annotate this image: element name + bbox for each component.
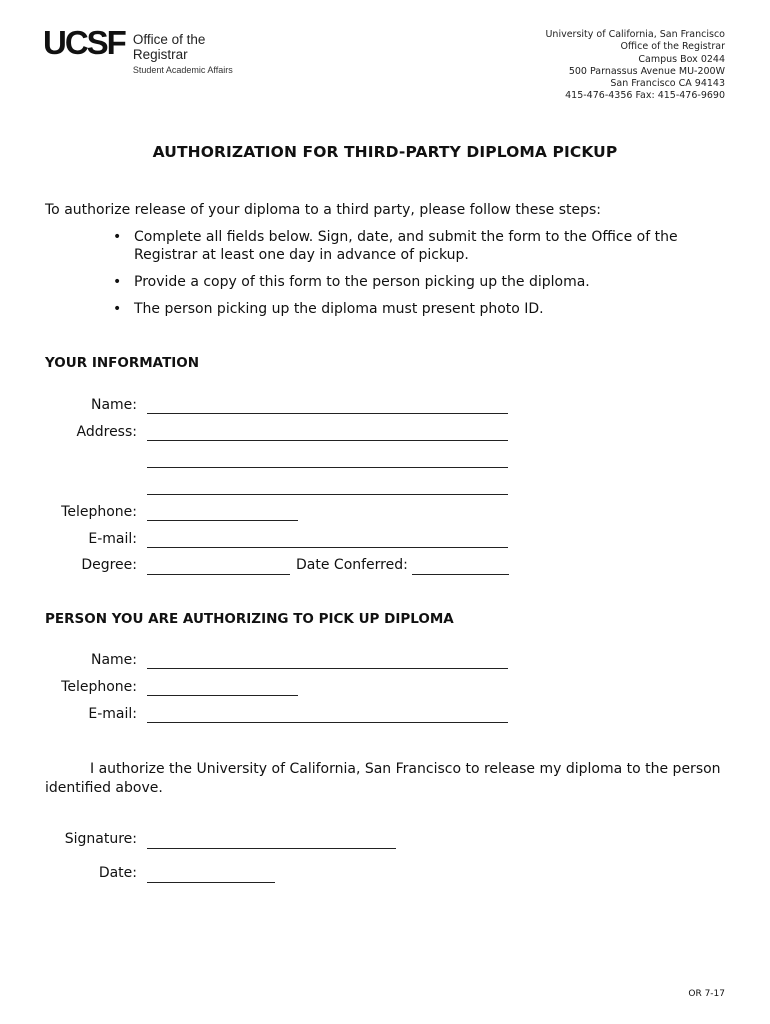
your-address-label: Address:: [76, 424, 137, 440]
your-email-field[interactable]: [147, 547, 508, 548]
date-conferred-label: Date Conferred:: [296, 557, 408, 573]
form-code: OR 7-17: [688, 989, 725, 999]
authorized-name-field[interactable]: [147, 668, 508, 669]
address-line: University of California, San Francisco: [545, 29, 725, 40]
authorized-name-label: Name:: [90, 652, 137, 668]
logo-department: Student Academic Affairs: [132, 65, 233, 75]
your-name-field[interactable]: [147, 413, 508, 414]
logo-mark: UCSF: [43, 24, 125, 61]
authorization-statement: I authorize the University of California, San Francisco to release my diploma to the person identified above.: [45, 761, 721, 796]
authorized-telephone-label: Telephone:: [61, 679, 137, 695]
authorized-person-heading: PERSON YOU ARE AUTHORIZING TO PICK UP DIPLOMA: [45, 611, 454, 627]
your-name-label: Name:: [90, 397, 137, 413]
your-address-field-line-1[interactable]: [147, 440, 508, 441]
date-conferred-field[interactable]: [412, 574, 509, 575]
address-line: Office of the Registrar: [620, 41, 725, 53]
form-title: AUTHORIZATION FOR THIRD-PARTY DIPLOMA PICKUP: [152, 143, 618, 161]
signature-label: Signature:: [64, 831, 137, 847]
address-block: [545, 29, 725, 103]
your-information-heading: YOUR INFORMATION: [45, 355, 200, 371]
degree-field[interactable]: [147, 574, 290, 575]
logo-office-line-1: Office of the: [132, 32, 206, 47]
authorized-telephone-field[interactable]: [147, 695, 298, 696]
your-address-field-line-3[interactable]: [147, 494, 508, 495]
authorized-email-field[interactable]: [147, 722, 508, 723]
logo-text: [133, 26, 233, 76]
address-line: Campus Box 0244: [638, 53, 725, 65]
signature-field[interactable]: [147, 848, 396, 849]
your-email-label: E-mail:: [88, 531, 137, 547]
intro-text: To authorize release of your diploma to a third party, please follow these steps:: [45, 202, 602, 218]
your-telephone-field[interactable]: [147, 520, 298, 521]
step-item: • Provide a copy of this form to the person picking up the diploma.: [110, 273, 710, 291]
authorized-email-label: E-mail:: [88, 706, 137, 722]
address-line: San Francisco CA 94143: [610, 78, 725, 90]
your-address-field-line-2[interactable]: [147, 467, 508, 468]
address-line: 500 Parnassus Avenue MU-200W: [568, 65, 725, 77]
steps-list: [110, 228, 710, 327]
step-item: • Complete all fields below. Sign, date, and submit the form to the Office of the Registrar at least one day in advance of pickup.: [110, 228, 710, 264]
date-field[interactable]: [147, 882, 275, 883]
logo-office-line-2: Registrar: [132, 47, 188, 62]
degree-label: Degree:: [81, 557, 137, 573]
your-telephone-label: Telephone:: [61, 504, 137, 520]
address-line: 415-476-4356 Fax: 415-476-9690: [565, 90, 725, 102]
date-label: Date:: [98, 865, 137, 881]
ucsf-logo: [43, 26, 233, 76]
step-item: • The person picking up the diploma must present photo ID.: [110, 300, 710, 318]
